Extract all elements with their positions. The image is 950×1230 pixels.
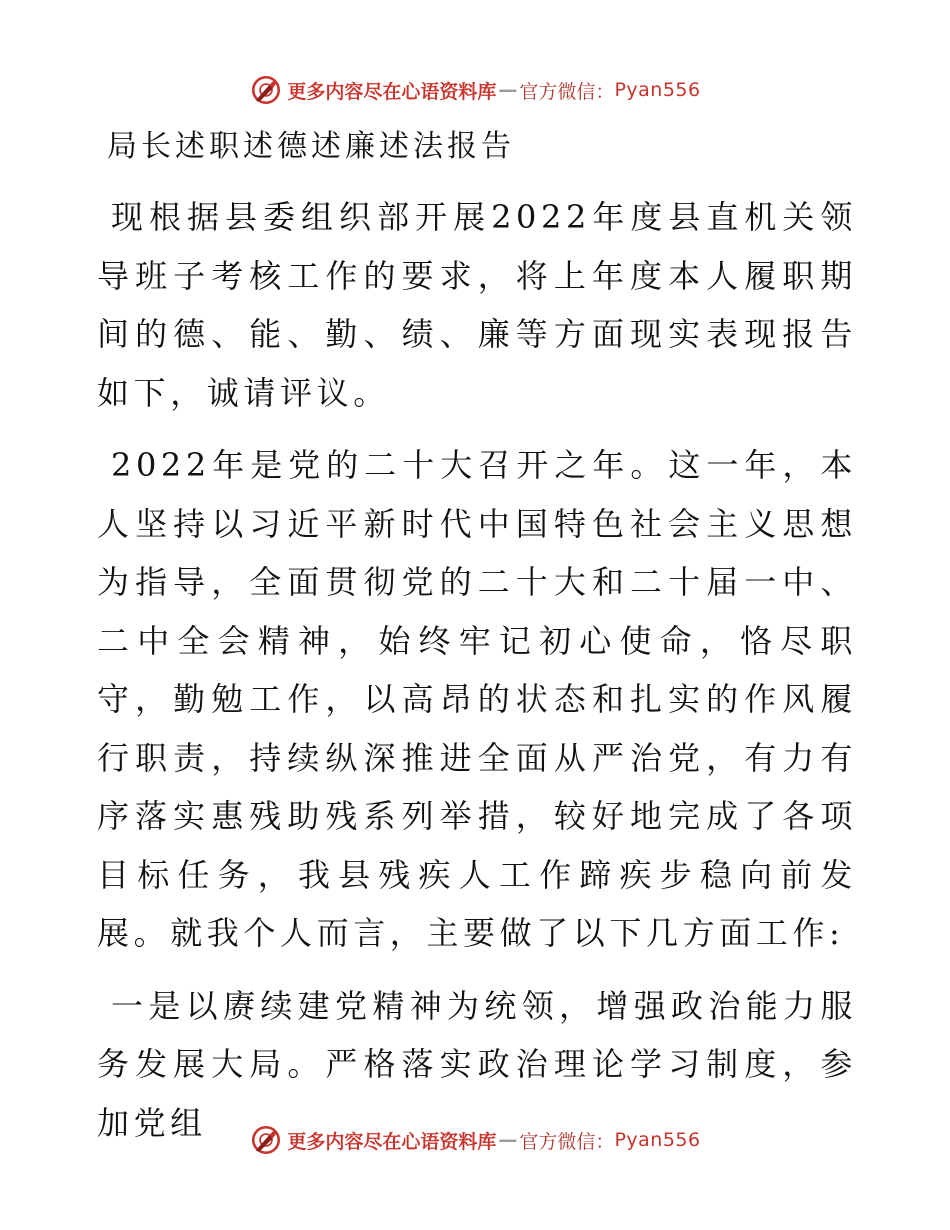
footer-banner bbox=[0, 1120, 950, 1160]
pen-nib-logo-icon bbox=[249, 73, 283, 107]
document-title: 局长述职述德述廉述法报告 bbox=[107, 129, 515, 164]
banner-wechat-label: 官方微信： bbox=[519, 80, 615, 103]
paragraph-1: 现根据县委组织部开展2022年度县直机关领导班子考核工作的要求，将上年度本人履职期间的德、能、勤、绩、廉等方面现实表现报告如下，诚请评议。 bbox=[97, 198, 857, 412]
banner-separator: — bbox=[498, 1129, 518, 1151]
banner-wechat-label: 官方微信： bbox=[519, 1130, 615, 1153]
paragraph-3: 一是以赓续建党精神为统领，增强政治能力服务发展大局。严格落实政治理论学习制度，参加党组 bbox=[97, 986, 857, 1142]
banner-wechat-id: Pyan556 bbox=[614, 1129, 701, 1151]
banner-site-text: 更多内容尽在心语资料库 bbox=[287, 80, 497, 103]
paragraph-2: 2022年是党的二十大召开之年。这一年，本人坚持以习近平新时代中国特色社会主义思想为指导，全面贯彻党的二十大和二十届一中、二中全会精神，始终牢记初心使命，恪尽职守，勤勉工作，以高昂的状态和扎实的作风履行职责，持续纵深推进全面从严治党，有力有序落实惠残助残系列举措，较好地完成了各项目标任务，我县残疾人工作蹄疾步稳向前发展。就我个人而言，主要做了以下几方面工作: bbox=[97, 446, 857, 952]
banner-site-text: 更多内容尽在心语资料库 bbox=[287, 1130, 497, 1153]
document-body bbox=[97, 120, 857, 1166]
banner-separator: — bbox=[498, 79, 518, 101]
header-banner bbox=[0, 70, 950, 110]
pen-nib-logo-icon bbox=[249, 1123, 283, 1157]
banner-wechat-id: Pyan556 bbox=[614, 79, 701, 101]
